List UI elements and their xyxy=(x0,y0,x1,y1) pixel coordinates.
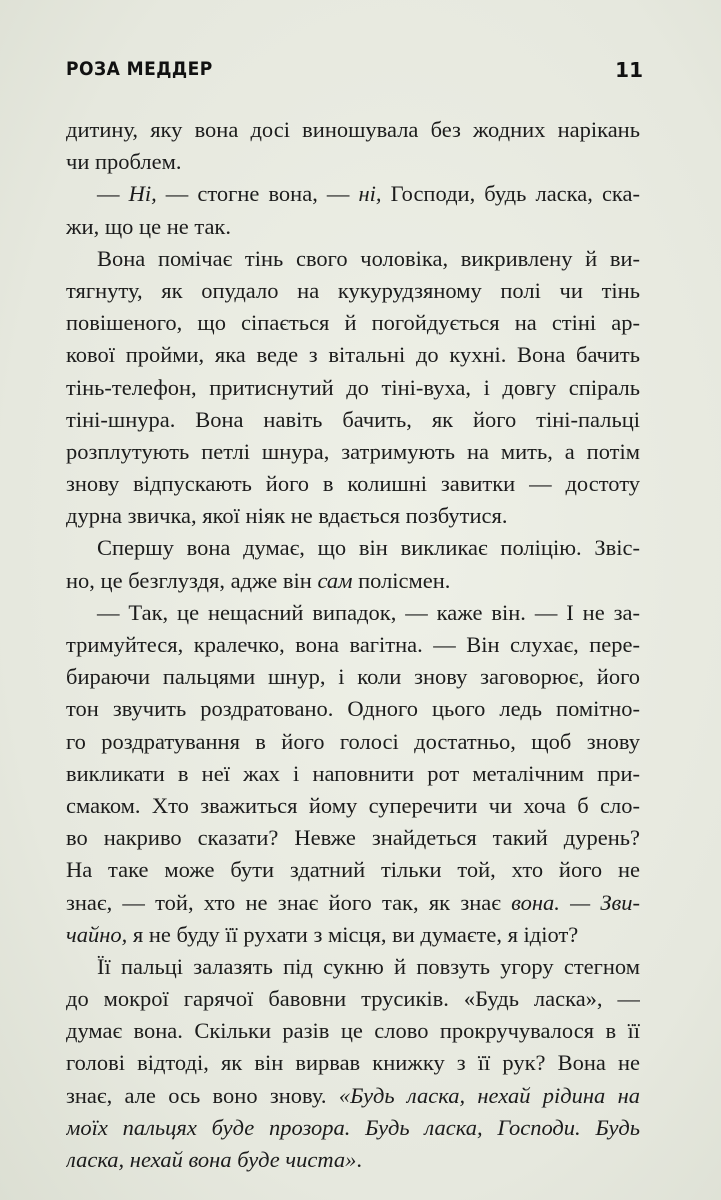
text-segment: во накриво сказати? Невже знайдеться такий дурень? xyxy=(66,825,640,851)
text-segment: полісмен. xyxy=(352,567,451,593)
text-line xyxy=(66,597,640,629)
text-line xyxy=(66,983,640,1015)
running-head-author: РОЗА МЕДДЕР xyxy=(66,58,213,80)
text-segment: — Так, це нещасний випадок, — каже він. — І не за- xyxy=(97,599,640,625)
italic-text-segment: вона. — Зви- xyxy=(511,889,640,915)
text-line xyxy=(66,243,640,275)
text-segment: На таке може бути здатний тільки той, хто його не xyxy=(66,857,640,883)
text-segment: го роздратування в його голосі достатньо, щоб знову xyxy=(66,728,640,754)
text-line xyxy=(66,211,640,243)
text-segment: — стогне вона, — xyxy=(156,181,359,207)
italic-text-segment: моїх пальцях буде прозора. Будь ласка, Господи. Будь xyxy=(66,1114,640,1140)
text-line xyxy=(66,758,640,790)
text-line xyxy=(66,565,640,597)
text-line xyxy=(66,1112,640,1144)
text-line xyxy=(66,114,640,146)
text-line xyxy=(66,178,640,210)
text-segment: Спершу вона думає, що він викликає поліцію. Звіс- xyxy=(97,535,640,561)
text-segment: тримуйтеся, кралечко, вона вагітна. — Він слухає, пере- xyxy=(66,632,640,657)
italic-text-segment: ласка, нехай вона буде чиста» xyxy=(66,1147,357,1172)
text-segment: тінь-телефон, притиснутий до тіні-вуха, і довгу спіраль xyxy=(66,374,640,400)
text-segment: жи, що це не так. xyxy=(66,213,231,239)
text-segment: Господи, будь ласка, ска- xyxy=(381,181,640,207)
text-line xyxy=(66,790,640,822)
italic-text-segment: сам xyxy=(317,567,353,593)
text-line xyxy=(66,887,640,919)
text-line xyxy=(66,661,640,693)
text-segment: бираючи пальцями шнур, і коли знову заговорює, його xyxy=(66,664,640,690)
italic-text-segment: «Будь ласка, нехай рідина на xyxy=(338,1082,640,1108)
text-segment: викликати в неї жах і наповнити рот металічним при- xyxy=(66,760,640,786)
text-line xyxy=(66,1015,640,1047)
text-segment: дитину, яку вона досі виношувала без жодних нарікань xyxy=(66,117,640,142)
text-line xyxy=(66,404,640,436)
text-line xyxy=(66,822,640,854)
text-line xyxy=(66,307,640,339)
text-segment: дурна звичка, якої ніяк не вдається позбутися. xyxy=(66,503,508,529)
text-line xyxy=(66,468,640,500)
body-text xyxy=(66,114,640,1176)
page-number: 11 xyxy=(615,58,643,82)
text-line xyxy=(66,919,640,951)
text-segment: но, це безглуздя, адже він xyxy=(66,567,318,593)
text-segment: повішеного, що сіпається й погойдується на стіні ар- xyxy=(66,310,640,336)
text-line xyxy=(66,500,640,532)
text-line xyxy=(66,275,640,307)
text-segment: знає, але ось воно знову. xyxy=(66,1082,339,1108)
text-line xyxy=(66,1144,640,1176)
italic-text-segment: чайно, xyxy=(66,921,128,947)
italic-text-segment: Ні, xyxy=(128,181,157,207)
text-segment: до мокрої гарячої бавовни трусиків. «Будь ласка», — xyxy=(66,986,640,1012)
text-segment: я не буду її рухати з місця, ви думаєте, я ідіот? xyxy=(127,921,579,947)
text-line xyxy=(66,726,640,758)
text-segment: знає, — той, хто не знає його так, як знає xyxy=(66,889,512,915)
text-line xyxy=(66,532,640,564)
text-segment: . xyxy=(356,1147,363,1172)
text-line xyxy=(66,372,640,404)
text-line xyxy=(66,1080,640,1112)
text-segment: Вона помічає тінь свого чоловіка, викривлену й ви- xyxy=(97,245,640,271)
text-segment: розплутують петлі шнура, затримують на мить, а потім xyxy=(66,438,640,464)
text-line xyxy=(66,436,640,468)
text-segment: знову відпускають його в колишні завитки — достоту xyxy=(66,471,640,497)
text-segment: кової пройми, яка веде з вітальні до кухні. Вона бачить xyxy=(66,342,640,368)
text-segment: тіні-шнура. Вона навіть бачить, як його тіні-пальці xyxy=(66,406,640,432)
text-line xyxy=(66,951,640,983)
text-segment: Її пальці залазять під сукню й повзуть угору стегном xyxy=(97,953,640,979)
italic-text-segment: ні, xyxy=(358,181,382,207)
running-head xyxy=(66,58,643,88)
text-line xyxy=(66,854,640,886)
text-segment: думає вона. Скільки разів це слово прокручувалося в її xyxy=(66,1018,640,1044)
text-segment: голові відтоді, як він вирвав книжку з її рук? Вона не xyxy=(66,1050,640,1076)
text-line xyxy=(66,693,640,725)
text-line xyxy=(66,146,640,178)
text-segment: тягнуту, як опудало на кукурудзяному полі чи тінь xyxy=(66,277,640,303)
text-segment: смаком. Хто зважиться йому суперечити чи хоча б сло- xyxy=(66,792,640,818)
text-line xyxy=(66,1047,640,1079)
text-segment: — xyxy=(97,181,129,207)
text-line xyxy=(66,629,640,661)
text-segment: чи проблем. xyxy=(66,149,182,175)
text-line xyxy=(66,339,640,371)
text-segment: тон звучить роздратовано. Одного цього ледь помітно- xyxy=(66,696,640,722)
